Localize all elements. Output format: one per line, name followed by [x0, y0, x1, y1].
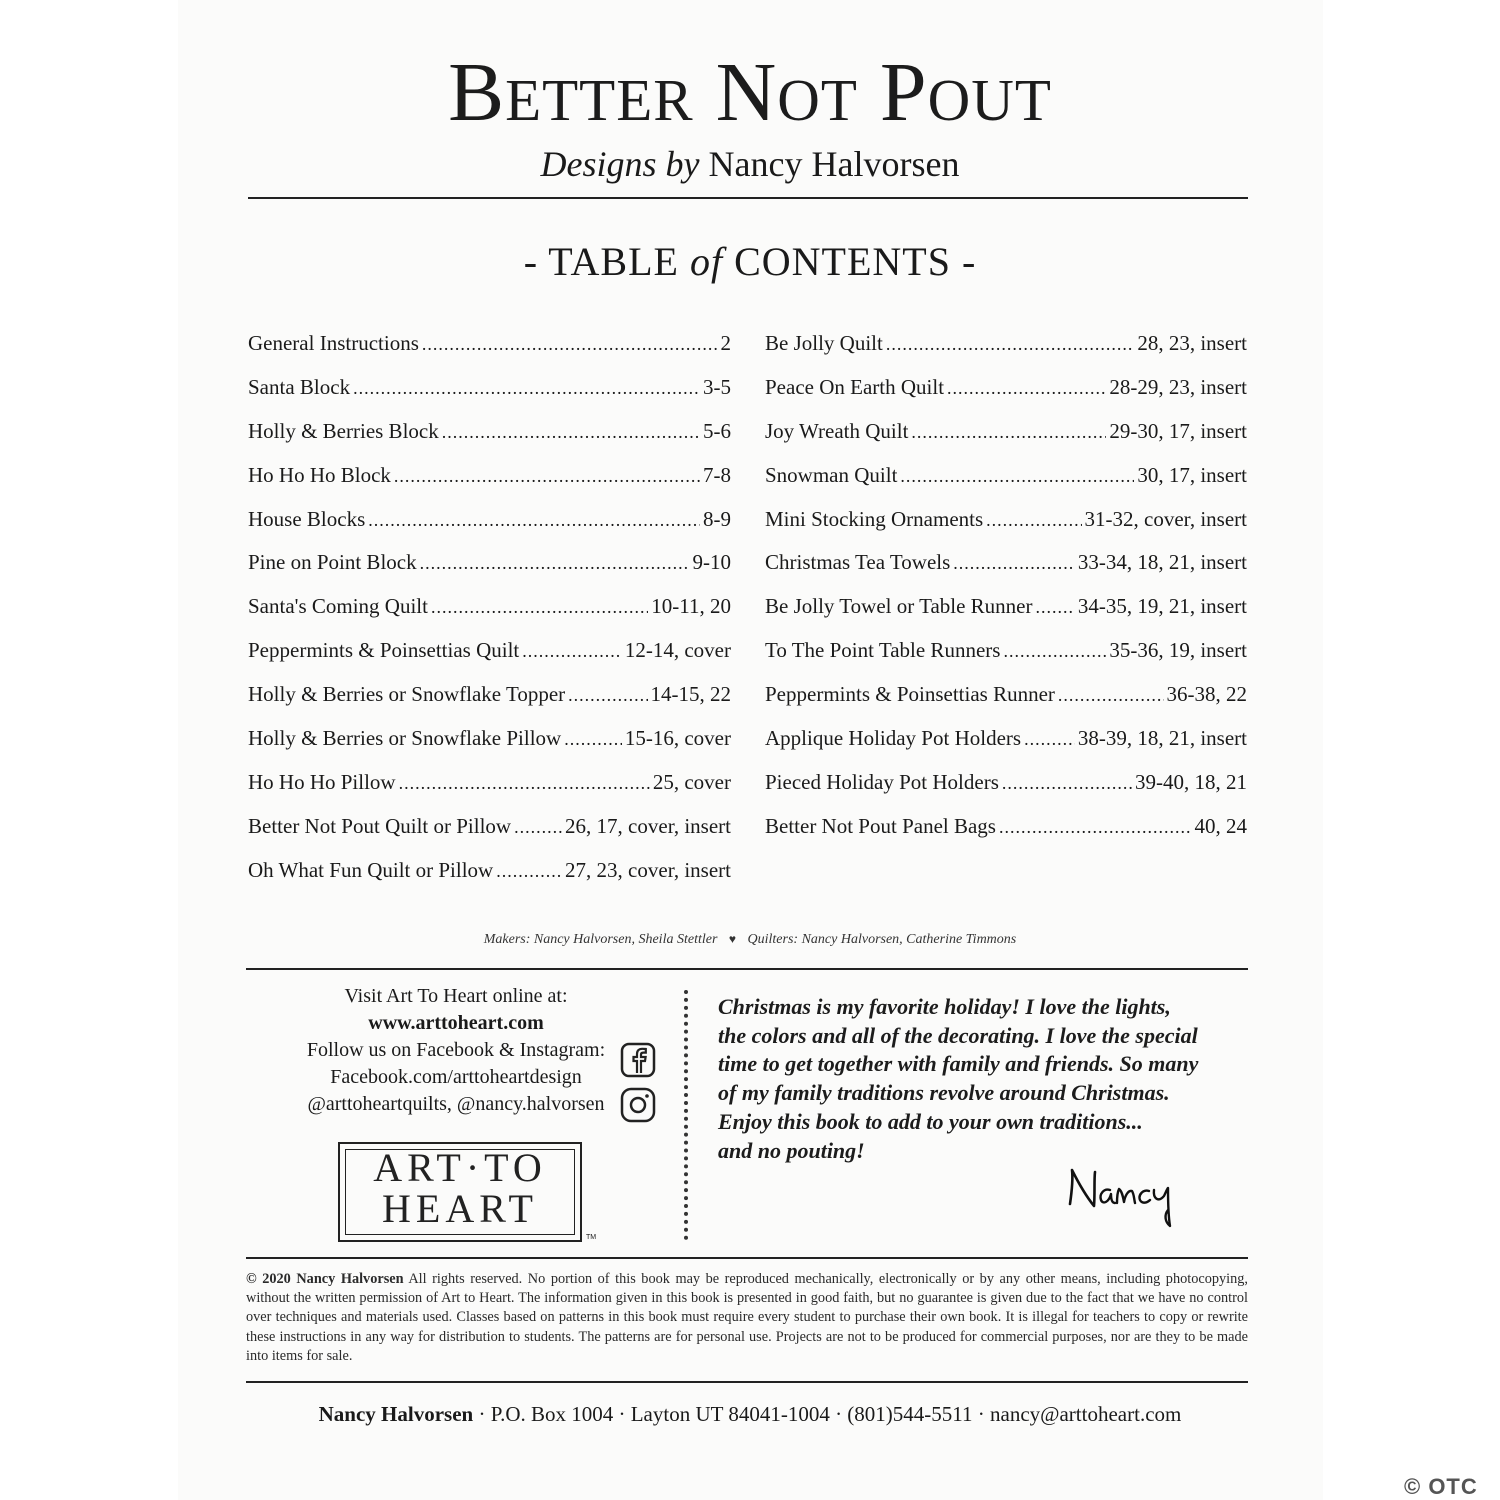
toc-entry-title: Holly & Berries Block — [248, 418, 439, 443]
toc-entry-title: Applique Holiday Pot Holders — [765, 726, 1022, 751]
toc-entry-title: Oh What Fun Quilt or Pillow — [248, 857, 494, 882]
toc-dot-leader — [1058, 674, 1164, 718]
toc-dot-leader — [399, 762, 650, 806]
toc-entry[interactable] — [765, 585, 1247, 629]
toc-entry-title: Pieced Holiday Pot Holders — [765, 769, 999, 794]
toc-entry[interactable] — [765, 498, 1247, 542]
title-divider — [248, 197, 1248, 199]
toc-entry-title: Mini Stocking Ornaments — [765, 506, 984, 531]
toc-entry-pages: 7-8 — [703, 462, 731, 487]
toc-entry-pages: 25, cover — [652, 769, 731, 794]
toc-heading-of: of — [689, 239, 724, 284]
toc-entry-pages: 27, 23, cover, insert — [565, 857, 731, 882]
footer-name: Nancy Halvorsen — [318, 1402, 474, 1426]
toc-entry-title: Ho Ho Ho Pillow — [248, 769, 396, 794]
credits-divider — [246, 968, 1248, 970]
footer-address: · P.O. Box 1004 · Layton UT 84041-1004 · (801)544-5511 · nancy@arttoheart.com — [478, 1402, 1182, 1426]
footer-contact — [0, 1400, 1500, 1428]
logo-line-2: HEART — [382, 1186, 538, 1231]
toc-entry-pages: 31-32, cover, insert — [1084, 506, 1247, 531]
toc-entry[interactable] — [765, 805, 1247, 849]
toc-dot-leader — [1024, 718, 1075, 762]
toc-entry-pages: 15-16, cover — [624, 726, 731, 751]
toc-entry-pages: 39-40, 18, 21 — [1135, 769, 1247, 794]
art-to-heart-logo — [338, 1142, 582, 1242]
toc-entry[interactable] — [765, 761, 1247, 805]
toc-entry-title: Better Not Pout Quilt or Pillow — [248, 813, 512, 838]
toc-entry[interactable] — [765, 717, 1247, 761]
author-note — [718, 993, 1248, 1165]
toc-entry-title: Better Not Pout Panel Bags — [765, 813, 996, 838]
toc-heading-right: CONTENTS - — [734, 239, 977, 284]
toc-entry-pages: 38-39, 18, 21, insert — [1077, 726, 1247, 751]
toc-entry[interactable] — [765, 454, 1247, 498]
instagram-handles[interactable]: @arttoheartquilts, @nancy.halvorsen — [307, 1093, 605, 1115]
toc-entry[interactable] — [765, 366, 1247, 410]
toc-entry-pages: 2 — [720, 331, 731, 355]
book-subtitle — [0, 142, 1500, 186]
toc-entry-title: Be Jolly Quilt — [765, 331, 883, 355]
toc-entry[interactable] — [248, 629, 731, 673]
toc-entry-pages: 3-5 — [703, 374, 731, 399]
toc-entry-title: House Blocks — [248, 506, 366, 531]
toc-entry-title: Snowman Quilt — [765, 462, 898, 487]
toc-entry-pages: 5-6 — [703, 418, 731, 443]
toc-entry-title: Holly & Berries or Snowflake Pillow — [248, 726, 562, 751]
toc-dot-leader — [953, 542, 1075, 586]
toc-entry-pages: 35-36, 19, insert — [1109, 638, 1247, 663]
toc-dot-leader — [947, 367, 1106, 411]
toc-entry-pages: 29-30, 17, insert — [1109, 418, 1247, 443]
toc-entry-pages: 8-9 — [703, 506, 731, 531]
legal-divider-top — [246, 1257, 1248, 1259]
toc-entry[interactable] — [765, 322, 1247, 366]
toc-dot-leader — [394, 455, 700, 499]
trademark-mark: TM — [586, 1234, 597, 1241]
toc-entry-title: General Instructions — [248, 331, 419, 355]
toc-entry[interactable] — [248, 849, 731, 893]
nancy-signature — [1064, 1160, 1184, 1232]
toc-entry[interactable] — [248, 673, 731, 717]
toc-entry[interactable] — [765, 410, 1247, 454]
logo-line-1: ART·TO — [373, 1145, 547, 1190]
facebook-link[interactable]: Facebook.com/arttoheartdesign — [330, 1066, 582, 1088]
facebook-icon[interactable] — [620, 1042, 656, 1078]
toc-dot-leader — [420, 542, 690, 586]
toc-entry-pages: 40, 24 — [1194, 813, 1247, 838]
toc-entry[interactable] — [248, 322, 731, 366]
toc-entry-pages: 10-11, 20 — [651, 594, 731, 619]
toc-entry[interactable] — [248, 498, 731, 542]
toc-entry[interactable] — [248, 454, 731, 498]
heart-icon: ♥ — [728, 932, 737, 946]
toc-entry-pages: 34-35, 19, 21, insert — [1077, 594, 1247, 619]
toc-entry-title: Peppermints & Poinsettias Quilt — [248, 638, 520, 663]
toc-dot-leader — [1036, 586, 1075, 630]
toc-dot-leader — [1002, 762, 1132, 806]
copyright-text: All rights reserved. No portion of this book may be reproduced mechanically, electronically or by any other means, including photocopying, without the written permission of Art to Heart. The information given in this book is presented in good faith, but no guarantee is given due to the fact that we have no control over techniques and materials used. Classes based on patterns in this book must require every student to purchase their own book. It is illegal for teachers to copy or rewrite these instructions in any way for distribution to students. The patterns are for personal use. Projects are not to be produced for commercial purposes, nor are they to be made into items for sale. — [246, 1271, 1248, 1364]
author-note-line: of my family traditions revolve around Christmas. — [718, 1080, 1170, 1106]
book-title: Better Not Pout — [448, 46, 1052, 139]
instagram-icon[interactable] — [620, 1087, 656, 1123]
toc-left-column — [248, 322, 731, 893]
toc-entry[interactable] — [765, 673, 1247, 717]
toc-entry-pages: 36-38, 22 — [1166, 682, 1247, 707]
toc-entry[interactable] — [248, 585, 731, 629]
toc-dot-leader — [986, 499, 1081, 543]
toc-dot-leader — [368, 499, 700, 543]
quilters-credit: Quilters: Nancy Halvorsen, Catherine Timmons — [747, 932, 1017, 947]
toc-dot-leader — [999, 806, 1192, 850]
contact-block — [246, 983, 666, 1118]
author-note-line: and no pouting! — [718, 1137, 865, 1163]
toc-dot-leader — [886, 323, 1135, 367]
toc-heading — [0, 238, 1500, 286]
author-note-line: the colors and all of the decorating. I love the special — [718, 1022, 1198, 1048]
copyright-notice — [246, 1270, 1248, 1366]
toc-dot-leader — [422, 323, 718, 367]
toc-entry[interactable] — [248, 366, 731, 410]
credits-line — [0, 928, 1500, 951]
toc-entry-title: Peppermints & Poinsettias Runner — [765, 682, 1055, 707]
website-link[interactable]: www.arttoheart.com — [368, 1012, 544, 1034]
toc-dot-leader — [900, 455, 1134, 499]
toc-entry-title: Santa Block — [248, 374, 351, 399]
legal-divider-bottom — [246, 1381, 1248, 1383]
visit-text: Visit Art To Heart online at: — [344, 985, 568, 1007]
author-note-line: Enjoy this book to add to your own traditions... — [718, 1108, 1143, 1134]
toc-dot-leader — [431, 586, 648, 630]
toc-dot-leader — [496, 850, 562, 894]
dotted-divider — [684, 990, 688, 1240]
toc-entry-pages: 9-10 — [692, 550, 731, 575]
toc-entry-pages: 28-29, 23, insert — [1109, 374, 1247, 399]
subtitle-prefix: Designs by — [540, 144, 700, 184]
otc-watermark: © OTC — [1404, 1474, 1478, 1499]
toc-entry-title: Holly & Berries or Snowflake Topper — [248, 682, 566, 707]
author-note-line: time to get together with family and friends. So many — [718, 1051, 1199, 1077]
toc-entry-pages: 28, 23, insert — [1137, 331, 1247, 355]
makers-credit: Makers: Nancy Halvorsen, Sheila Stettler — [483, 932, 718, 947]
toc-entry-pages: 26, 17, cover, insert — [565, 813, 731, 838]
toc-entry-pages: 14-15, 22 — [650, 682, 731, 707]
toc-entry-title: Be Jolly Towel or Table Runner — [765, 594, 1033, 619]
toc-entry[interactable] — [248, 541, 731, 585]
toc-entry-title: Joy Wreath Quilt — [765, 418, 909, 443]
toc-dot-leader — [514, 806, 562, 850]
toc-entry-pages: 30, 17, insert — [1137, 462, 1247, 487]
toc-entry[interactable] — [248, 805, 731, 849]
toc-dot-leader — [568, 674, 647, 718]
toc-dot-leader — [442, 411, 700, 455]
toc-entry-title: Peace On Earth Quilt — [765, 374, 945, 399]
copyright-owner: © 2020 Nancy Halvorsen — [246, 1271, 404, 1287]
toc-entry-title: Pine on Point Block — [248, 550, 417, 575]
toc-entry-title: To The Point Table Runners — [765, 638, 1001, 663]
toc-heading-left: - TABLE — [523, 239, 679, 284]
follow-text: Follow us on Facebook & Instagram: — [306, 1039, 606, 1061]
toc-entry[interactable] — [765, 629, 1247, 673]
toc-entry-title: Christmas Tea Towels — [765, 550, 951, 575]
toc-right-column — [765, 322, 1247, 849]
toc-dot-leader — [522, 630, 622, 674]
toc-entry[interactable] — [248, 761, 731, 805]
toc-dot-leader — [353, 367, 700, 411]
toc-entry-pages: 12-14, cover — [624, 638, 731, 663]
toc-dot-leader — [564, 718, 622, 762]
toc-entry[interactable] — [248, 717, 731, 761]
toc-entry-pages: 33-34, 18, 21, insert — [1077, 550, 1247, 575]
toc-entry-title: Santa's Coming Quilt — [248, 594, 428, 619]
toc-dot-leader — [911, 411, 1106, 455]
toc-dot-leader — [1003, 630, 1106, 674]
author-note-line: Christmas is my favorite holiday! I love the lights, — [718, 994, 1171, 1019]
toc-entry[interactable] — [248, 410, 731, 454]
designer-name: Nancy Halvorsen — [708, 144, 960, 184]
toc-entry-title: Ho Ho Ho Block — [248, 462, 391, 487]
toc-entry[interactable] — [765, 541, 1247, 585]
